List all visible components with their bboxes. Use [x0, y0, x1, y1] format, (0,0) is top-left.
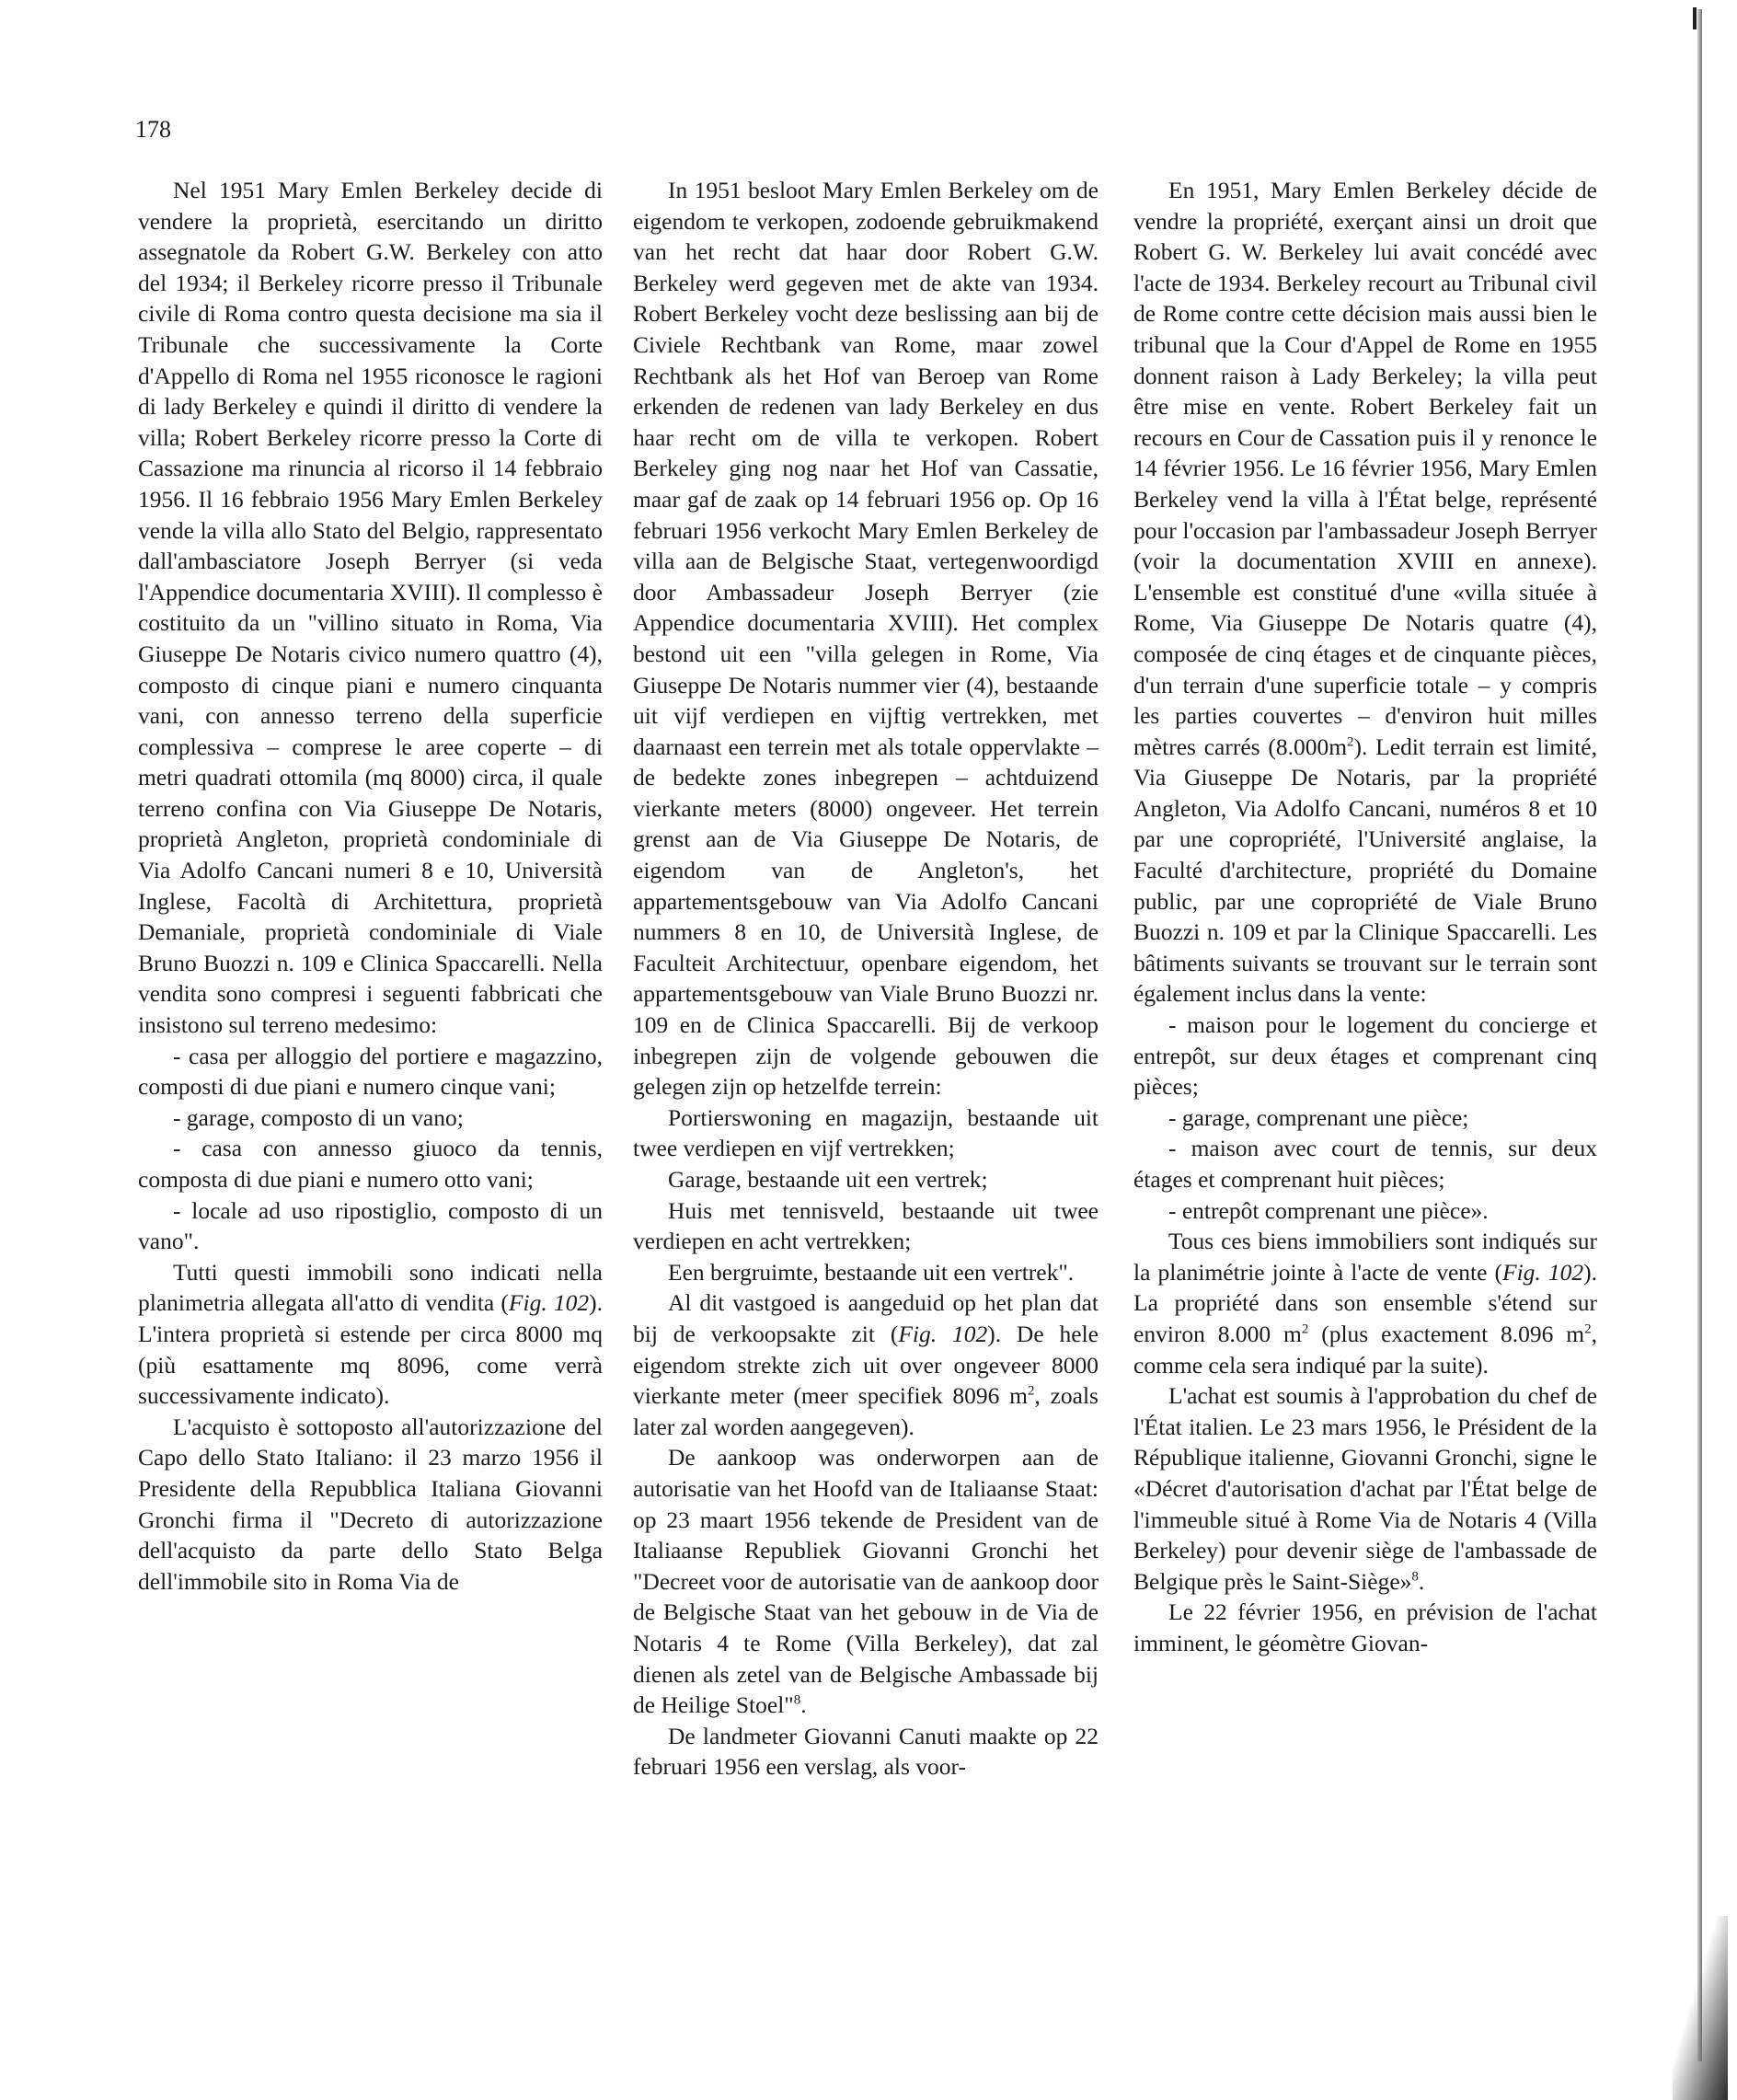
- paragraph: In 1951 besloot Mary Emlen Berkeley om de eigendom te verkopen, zodoende gebruikmakend van het recht dat haar door Robert G.W. Berkeley werd gegeven met de akte van 1934. Robert Berkeley vocht deze beslissing aan bij de Civiele Rechtbank van Rome, maar zowel Rechtbank als het Hof van Beroep van Rome erkenden de redenen van lady Berkeley en dus haar recht om de villa te verkopen. Robert Berkeley ging nog naar het Hof van Cassatie, maar gaf de zaak op 14 februari 1956 op. Op 16 februari 1956 verkocht Mary Emlen Berkeley de villa aan de Belgische Staat, vertegenwoordigd door Ambassadeur Joseph Berryer (zie Appendice documentaria XVIII). Het complex bestond uit een "villa gelegen in Rome, Via Giuseppe De Notaris nummer vier (4), bestaande uit vijf verdiepen en vijftig vertrekken, met daarnaast een terrein met als totale oppervlakte – de bedekte zones inbegrepen – achtduizend vierkante meters (8000) ongeveer. Het terrein grenst aan de Via Giuseppe De Notaris, de eigendom van de Angleton's, het appartementsgebouw van Via Adolfo Cancani nummers 8 en 10, de Università Inglese, de Faculteit Architectuur, openbare eigendom, het appartementsgebouw van Viale Bruno Buozzi nr. 109 en de Clinica Spaccarelli. Bij de verkoop inbegrepen zijn de volgende gebouwen die gelegen zijn op hetzelfde terrein:: [633, 177, 1099, 1101]
- paragraph: [1133, 1380, 1597, 1597]
- list-item: - maison pour le logement du concierge et entrepôt, sur deux étages et comprenant cinq pièces;: [1133, 1011, 1597, 1101]
- superscript: 2: [1347, 734, 1354, 750]
- text-run: (plus exactement 8.096 m: [1308, 1320, 1585, 1347]
- text-run: En 1951, Mary Emlen Berkeley décide de vendre la propriété, exerçant ainsi un droit que Robert G. W. Berkeley lui avait concédé avec l'acte de 1934. Berkeley recourt au Tribunal civil de Rome contre cette décision mais aussi bien le tribunal que la Cour d'Appel de Rome en 1955 donnent raison à Lady Berkeley; la villa peut être mise en vente. Robert Berkeley fait un recours en Cour de Cassation puis il y renonce le 14 février 1956. Le 16 février 1956, Mary Emlen Berkeley vend la villa à l'État belge, représenté pour l'occasion par l'ambassadeur Joseph Berryer (voir la documentation XVIII en annexe). L'ensemble est constitué d'une «villa située à Rome, Via Giuseppe De Notaris quatre (4), composée de cinq étages et de cinquante pièces, d'un terrain d'une superficie totale – y compris les parties couvertes – d'environ huit milles mètres carrés (8.000m: [1133, 177, 1597, 760]
- column-french: [1133, 175, 1597, 1659]
- paragraph: Nel 1951 Mary Emlen Berkeley decide di vendere la proprietà, esercitando un diritto assegnatole da Robert G.W. Berkeley con atto del 1934; il Berkeley ricorre presso il Tribunale civile di Roma contro questa decisione ma sia il Tribunale che successivamente la Corte d'Appello di Roma nel 1955 riconosce le ragioni di lady Berkeley e quindi il diritto di vendere la villa; Robert Berkeley ricorre presso la Corte di Cassazione ma rinuncia al ricorso il 14 febbraio 1956. Il 16 febbraio 1956 Mary Emlen Berkeley vende la villa allo Stato del Belgio, rappresentato dall'ambasciatore Joseph Berryer (si veda l'Appendice documentaria XVIII). Il complesso è costituito da un "villino situato in Roma, Via Giuseppe De Notaris civico numero quattro (4), composto di cinque piani e numero cinquanta vani, con annesso terreno della superficie complessiva – comprese le aree coperte – di metri quadrati ottomila (mq 8000) circa, il quale terreno confina con Via Giuseppe De Notaris, proprietà Angleton, proprietà condominiale di Via Adolfo Cancani numeri 8 e 10, Università Inglese, Facoltà di Architettura, proprietà Demaniale, proprietà condominiale di Viale Bruno Buozzi n. 109 e Clinica Spaccarelli. Nella vendita sono compresi i seguenti fabbricati che insistono sul terreno medesimo:: [138, 177, 603, 1039]
- list-item: - garage, composto di un vano;: [173, 1103, 464, 1131]
- figure-reference: Fig. 102: [508, 1289, 590, 1317]
- page-edge-shadow: [1697, 9, 1702, 2061]
- footnote-marker: 8: [1411, 1569, 1419, 1585]
- text-run: ). La propriété dans son ensemble s'étend sur environ 8.000 m: [1133, 1258, 1597, 1347]
- list-item: Huis met tennisveld, bestaande uit twee verdiepen en acht vertrekken;: [633, 1196, 1099, 1255]
- list-item: - casa con annesso giuoco da tennis, composta di due piani e numero otto vani;: [138, 1135, 603, 1193]
- text-run: , zoals later zal worden aangegeven).: [633, 1382, 1099, 1440]
- paragraph: [633, 1287, 1099, 1442]
- list-item: - maison avec court de tennis, sur deux étages et comprenant huit pièces;: [1133, 1135, 1597, 1193]
- page-number: 178: [135, 116, 171, 143]
- text-run: .: [1418, 1567, 1425, 1595]
- figure-reference: Fig. 102: [898, 1320, 988, 1347]
- column-italian: [138, 175, 603, 1597]
- list-item: - garage, comprenant une pièce;: [1168, 1103, 1469, 1131]
- list-item: Portierswoning en magazijn, bestaande uit twee verdiepen en vijf vertrekken;: [633, 1103, 1099, 1162]
- list-item: Een bergruimte, bestaande uit een vertrek".: [668, 1258, 1075, 1286]
- text-run: L'achat est soumis à l'approbation du chef de l'État italien. Le 23 mars 1956, le Président de la République italienne, Giovanni Gronchi, signe le «Décret d'autorisation d'achat par l'État belge de l'immeuble situé à Rome Via de Notaris 4 (Villa Berkeley) pour devenir siège de l'ambassade de Belgique près le Saint-Siège»: [1133, 1382, 1597, 1595]
- list-item: - casa per alloggio del portiere e magazzino, composti di due piani e numero cinque vani;: [138, 1042, 603, 1101]
- paragraph: [1133, 1226, 1597, 1380]
- list-item: Garage, bestaande uit een vertrek;: [668, 1166, 988, 1193]
- text-run: Tous ces biens immobiliers sont indiqués sur la planimétrie jointe à l'acte de vente (: [1133, 1228, 1597, 1286]
- text-run: , comme cela sera indiqué par la suite).: [1133, 1320, 1597, 1379]
- text-run: ). L'intera proprietà si estende per circa 8000 mq (più esattamente mq 8096, come verrà successivamente indicato).: [138, 1289, 603, 1410]
- figure-reference: Fig. 102: [1502, 1258, 1584, 1286]
- column-dutch: [633, 175, 1099, 1783]
- paragraph: [1133, 175, 1597, 1010]
- paragraph: Le 22 février 1956, en prévision de l'achat imminent, le géomètre Giovan-: [1133, 1598, 1597, 1656]
- paragraph: [633, 1442, 1099, 1720]
- text-run: De aankoop was onderworpen aan de autorisatie van het Hoofd van de Italiaanse Staat: op 23 maart 1956 tekende de President van de Italiaanse Republiek Giovanni Gronchi het "Decreet voor de autorisatie van de aankoop door de Belgische Staat van het gebouw in de Via de Notaris 4 te Rome (Villa Berkeley), dat zal dienen als zetel van de Belgische Ambassade bij de Heilige Stoel": [633, 1444, 1099, 1719]
- superscript: 2: [1027, 1383, 1035, 1399]
- text-run: ). De hele eigendom strekte zich uit over ongeveer 8000 vierkante meter (meer specifiek 8096 m: [633, 1320, 1099, 1410]
- page-corner-mark: [1693, 7, 1697, 29]
- superscript: 2: [1301, 1321, 1309, 1337]
- paragraph: De landmeter Giovanni Canuti maakte op 22 februari 1956 een verslag, als voor-: [633, 1722, 1099, 1781]
- text-run: ). Ledit terrain est limité, Via Giuseppe De Notaris, par la propriété Angleton, Via Adolfo Cancani, numéros 8 et 10 par une copropriété, l'Université anglaise, la Faculté d'architecture, propriété du Domaine public, par une copropriété de Viale Bruno Buozzi n. 109 et par la Clinique Spaccarelli. Les bâtiments suivants se trouvant sur le terrain sont également inclus dans la vente:: [1133, 733, 1597, 1008]
- paragraph: L'acquisto è sottoposto all'autorizzazione del Capo dello Stato Italiano: il 23 marzo 1956 il Presidente della Repubblica Italiana Giovanni Gronchi firma il "Decreto di autorizzazione dell'acquisto da parte dello Stato Belga dell'immobile sito in Roma Via de: [138, 1413, 603, 1595]
- text-run: Al dit vastgoed is aangeduid op het plan dat bij de verkoopsakte zit (: [633, 1289, 1099, 1347]
- text-run: .: [800, 1691, 807, 1719]
- list-item: - locale ad uso ripostiglio, composto di un vano".: [138, 1196, 603, 1255]
- superscript: 2: [1584, 1321, 1592, 1337]
- list-item: - entrepôt comprenant une pièce».: [1168, 1196, 1489, 1224]
- footnote-marker: 8: [793, 1692, 801, 1708]
- text-run: Tutti questi immobili sono indicati nella planimetria allegata all'atto di vendita (: [138, 1258, 603, 1317]
- page-corner-curl: [1673, 1916, 1728, 2100]
- paragraph: [138, 1257, 603, 1412]
